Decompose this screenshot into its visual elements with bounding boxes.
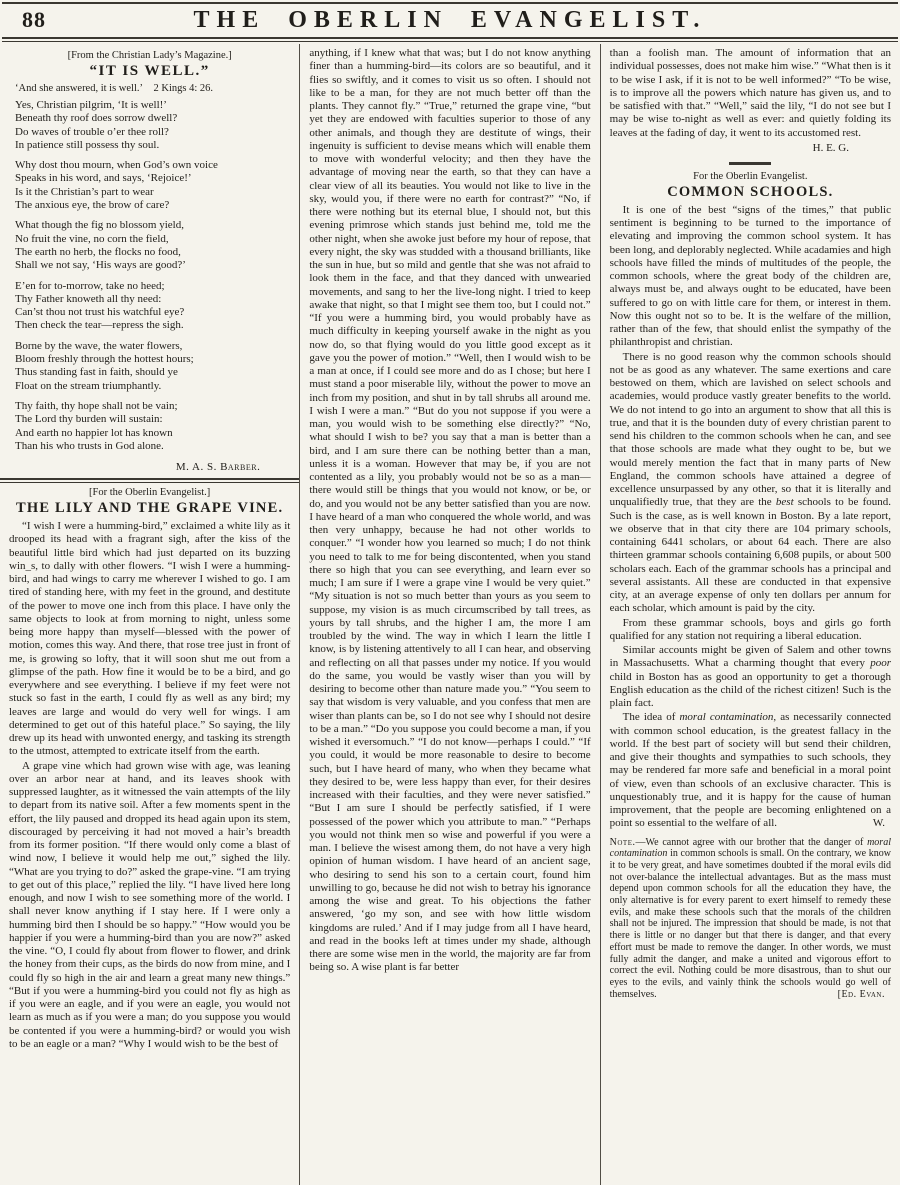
section-divider-rule xyxy=(0,478,299,483)
story-attribution: [For the Oberlin Evangelist.] xyxy=(89,487,211,499)
poem-line: Than his who trusts in God alone. xyxy=(15,439,164,452)
poem-title: “IT IS WELL.” xyxy=(89,63,210,79)
poem-line: Thus standing fast in faith, should ye xyxy=(15,366,178,379)
poem-line: Then check the tear—repress the sigh. xyxy=(15,319,184,332)
poem-line: Float on the stream triumphantly. xyxy=(15,379,162,392)
poem-stanza xyxy=(15,280,290,333)
column-1 xyxy=(0,44,299,1185)
article-paragraph xyxy=(610,351,891,616)
poem-line: Thy Father knoweth all thy need: xyxy=(15,292,162,305)
article-attribution: For the Oberlin Evangelist. xyxy=(693,170,808,182)
poem-line: Is it the Christian’s part to wear xyxy=(15,185,154,198)
story-title: THE LILY AND THE GRAPE VINE. xyxy=(16,500,284,517)
poem-line: Yes, Christian pilgrim, ‘It is well!’ xyxy=(15,99,167,111)
story-continuation: anything, if I knew what that was; but I do not know anything finer than a humming-bird—its colors are so beautiful, and it flies so swiftly, and it comes to visit us so often. I should not like to be a man, for they are not much better off than the plants. They cannot fly.” “True,” returned the grape vine, “but yet they are endowed with faculties superior to those of any other animals, and though they are destitute of wings, their ingenuity is sufficient to devise means which will enable them to move with wonderful velocity; and then they have the advantage of moving near the earth, so that they can have a clear view of all its beauties. You would not like to live in the sky, would you, if there were no earth for contrast?” “No, if there were nothing but its eternal blue, I should not, but this evening primrose which stands just behind me, told me the other night, when she awoke just before my hour of repose, that every night, the sky was studded with a thousand brilliants, like the sun in hue, but so mild and gentle that she was not afraid to look them in the face, and that they danced with unwearied movements, and sang to her the live-long night. I tried to keep awake that night, so that I might see them too, but I could not.” “If you were a humming bird, you would probably have as much difficulty in keeping yourself awake in the night as you now do, so that flying would do you little good except as it gave you the power of motion.” “Well, then I would wish to be a man at once, if I could see more and do as I chose; but here I must stand a poor miserable lily, without the power to move an inch from my position, and shut in by tall shrubs all around me. I wish I were a man.” “But do you not suppose if you were a man, you would wish to be something else directly?” “No, what should I wish to be? you say that a man is better than a bird, and I am sure there can be nothing better than a man, unless it is a woman. However that may be, if you are not contented as a lily, you probably would not be so as a man—there would still be things that you would not know, or be, or do, and you would not be any better satisfied than you are now. I have heard of a man who conquered the whole world, and was then very unhappy, because he had not other worlds to conquer.” “I wonder how you learned so much; I do not think you need to talk to me for being discontented, when you stand there so high that you can see everything, and learn ever so much; I am sure if I were a grape vine I would be very quiet.” “My situation is not so much better than yours as you seem to suppose, my vision is as much circumscribed by tall trees, as yours by tall shrubs, and the higher I am, the more I am troubled by the wind. The way in which I learn the little I know, is by listening attentively to all I can hear, and observing and reflecting on all that passes under my notice. If you would do the same, you would be vastly wiser than you will by desiring to become other than nature made you.” “You seem to say that wisdom is very valuable, and you confess that men are wiser than plants can be, so I do not see why I should not desire to be a man.” “Do you suppose you could become a man, if you wished it eversomuch.” “I do not know—perhaps I could.” “If you could, it would be more reasonable to desire to become such, but I have heard of many, who when they became what they desired to be, were less happy than ever, for their desires increased with their faculties, and they were never satisfied.” “But I am sure I should be perfectly satisfied, if I were possessed of the power which you attribute to man.” “Perhaps you would not think men so wise and powerful if you were a man. I believe the wisest among them, do not have a very high opinion of human wisdom. I have heard of an ancient sage, who desiring to send his son to a certain court, found him unwilling to go, because he did not wish to betray his ignorance among the wise and great. To his objections the father answered, ‘go my son, and see with how little wisdom kingdoms are ruled.’ And if I may judge from all I have heard, and read in the books left at times under my shade, although there are some wise men in the world, the majority are far from being so. A wise plant is far better xyxy=(309,47,591,974)
paragraph-text: The idea of moral contamination, as necessarily connected with common school education, is the greatest fallacy in the world. If the best part of society will but send their children, and give their thoughts and sympathies to such schools, they may be rendered far more safe and beneficial in a moral point of view, even than schools of an exclusive character. This is unquestionably true, and it is happy for the cause of human improvement, that the people are becoming enlightened on a point so essential to the welfare of all. xyxy=(609,711,891,830)
paragraph-text: There is no good reason why the common schools should not be as good as any whatever. The same exertions and care bestowed on them, which are lavished on select schools and academies, would produce vastly greater benefits to the world. We do not intend to go into an argument to show that all this is true, and that it is the bounden duty of every christian parent to send his children to the common schools when he can, and see that those schools are made what they ought to be, but we would merely mention the fact that in many parts of New England, the common schools have attained a degree of excellence unsurpassed by any other, so that it is literally and unqualifiedly true, that they are the best schools to be found. Such is the case, as is well known in Boston. By a late report, we observe that in that city there are 104 primary schools, containing 6441 scholars, or about 64 each. There are also thirteen grammar schools containing 6,608 pupils, or about 500 scholars each. Each of the grammar schools has a principal and several assistants. All these are conducted in that expensive city, at an average expense of only ten dollars per annum for each scholar, which amount is paid by the city. xyxy=(609,350,891,615)
paragraph-text: Similar accounts might be given of Salem and other towns in Massachusetts. What a charming thought that every poor child in Boston has as good an opportunity to get a thorough English education as the child of the richest citizen! Such is the plain fact. xyxy=(609,644,891,709)
poem-line: No fruit the vine, no corn the field, xyxy=(15,232,169,245)
article-signature: W. xyxy=(872,817,885,830)
poem-line: Thy faith, thy hope shall not be vain; xyxy=(15,399,178,412)
poem-line: And earth no happier lot has known xyxy=(15,426,173,439)
poem-line: E’en for to-morrow, take no heed; xyxy=(15,279,165,292)
poem-epigraph: ‘And she answered, it is well.’ 2 Kings 4: 26. xyxy=(15,83,214,94)
poem-line: Shall we not say, ‘His ways are good?’ xyxy=(15,259,186,272)
poem-line: In patience still possess thy soul. xyxy=(15,138,160,151)
poem-line: The Lord thy burden will sustain: xyxy=(15,413,163,426)
article-divider-rule xyxy=(729,162,771,165)
poem-signature: M. A. S. Barber. xyxy=(175,461,261,474)
story-paragraph: A grape vine which had grown wise with age, was leaning over an arbor near at hand, and its leaves shook with suppressed laughter, as it witnessed the vain attempts of the lily to depart from its native soil. After a few moments spent in the effort, the lily paused and dropped its head again upon its stem, discouraged by perceiving it had not moved a hair’s breadth from its former position. “If there would only come a blast of wind now, I believe it would help me out,” sighed the lily. “What are you trying to do?” asked the grape-vine. “I am trying to get out of this place,” replied the lily. “I have lived here long enough, and now I wish to see something more of the world. I shall never know anything if I stay here. If I were only a humming bird then I should be so happy.” “How would you be happier if you were a humming-bird than you are now?” asked the vine. “O, I could fly about from flower to flower, and drink the honey from their cups, as the birds do now from mine, and I could fly so high in the air and learn a great many new things.” “But if you were a humming-bird you could not fly as high as if you were an eagle, and if you were an eagle, you would not learn as much as if you were a man; do you suppose you would be contented if you were a humming-bird? or would you wish to be an eagle or a man? “Why I would wish to be the best of xyxy=(9,759,291,1050)
article-title: COMMON SCHOOLS. xyxy=(667,183,834,200)
page-number: 88 xyxy=(22,7,46,32)
poem-line: Can’st thou not trust his watchful eye? xyxy=(15,306,185,319)
poem-stanza xyxy=(15,99,290,152)
editor-note xyxy=(610,837,891,1001)
poem-line: Borne by the wave, the water flowers, xyxy=(15,339,183,352)
editor-note-signature: [Ed. Evan. xyxy=(837,988,885,1000)
poem-source: [From the Christian Lady’s Magazine.] xyxy=(67,50,232,61)
article-paragraph xyxy=(610,644,891,710)
article-paragraph: From these grammar schools, boys and girls go forth qualified for any station not requiring a liberal education. xyxy=(609,616,891,642)
poem-line: Bloom freshly through the hottest hours; xyxy=(15,353,194,366)
header-rule xyxy=(2,37,898,42)
common-schools-article xyxy=(610,170,891,831)
story-paragraph: “I wish I were a humming-bird,” exclaimed a white lily as it drooped its head with a fragrant sigh, after the kiss of the beautiful little bird which had just departed on its buzzing win_s, to dally with other flowers. “I wish I were a humming-bird, and had wings to carry me wherever I wished to go. I am tired of standing here, with my feet in the ground, and destitute of the power to move one inch from this place. I have only the same objects to look at from morning to night, unless some being more happy than myself—blessed with the power of motion, comes this way. And there, that rose tree just in front of me, is growing so lofty, that it will soon shut me out from a glimpse of the path. How fine it would be to be a bird, and go everywhere and see everything. I believe if my feet were not stuck so fast in the earth, I could fly as well as any bird; my leaves are large and would do very well for wings. I am determined to get out of this hateful place.” So saying, the lily drew up its head with unwonted energy, and tasking its strength to the utmost, attempted to extricate itself from the earth. xyxy=(9,520,291,758)
poem-stanza xyxy=(15,219,290,272)
story-conclusion: than a foolish man. The amount of information that an individual possesses, does not make him wise.” “What then is it to be wise I ask, if it is not to be well informed?” “To be wise, is to improve all the powers which nature has given us, and to be satisfied with that.” “Well,” said the lily, “I do not see but I may be wise to-night as well as ever: and quietly folding its leaves at the fading of day, it went to its accustomed rest. xyxy=(609,47,891,139)
article-paragraph xyxy=(610,711,891,830)
poem-line: Why dost thou mourn, when God’s own voice xyxy=(15,159,218,172)
story-signature: H. E. G. xyxy=(812,141,849,154)
poem-line: The anxious eye, the brow of care? xyxy=(15,199,170,212)
page-header xyxy=(0,0,900,42)
poem-line: The earth no herb, the flocks no food, xyxy=(15,245,181,258)
editor-note-paragraph xyxy=(610,837,891,1001)
article-paragraph: It is one of the best “signs of the times,” that public sentiment is beginning to be turned to the importance of elevating and improving the common school system. It has been long, and deplorably neglected. While acadamies and high schools have filled the minds of multitudes of the people, the common schools, where the great body of the children are, always must be, and always ought to be educated, have been suffered to go on with little care for them, or interest in them. Now this ought not so to be. It is the welfare of the million, rather than of the few, that should enlist the sympathy of the philanthropist and christian. xyxy=(609,203,891,349)
poem-line: Beneath thy roof does sorrow dwell? xyxy=(15,112,178,125)
poem-stanza xyxy=(15,340,290,393)
poem-line: Do waves of trouble o’er thee roll? xyxy=(15,125,169,138)
poem-stanza xyxy=(15,400,290,453)
note-text: Note.—We cannot agree with our brother that the danger of moral contamination in common schools is small. On the contrary, we know it to be very great, and have sometimes doubted if the moral evils did not over-balance the intellectual advantages. But as the mass must depend upon common schools for all the education they have, the only alternative is for every parent to exert himself to remedy these evils, and make these schools such that the morals of the children shall not be injured. The impression that should be made, is not that there is little or no danger but that there is danger, and that every effort must be made to remove the danger. In other words, we must fully admit the danger, and make a united and vigorous effort to correct the evil. Nothing could be more disastrous, than to shut our eyes to the evils, and vainly think the schools would go well of themselves. xyxy=(609,836,891,1000)
poem-line: Speaks in his word, and says, ‘Rejoice!’ xyxy=(15,172,192,185)
poem-line: What though the fig no blossom yield, xyxy=(15,219,184,232)
story-article xyxy=(9,486,290,1051)
column-3 xyxy=(600,44,900,1185)
poem-section xyxy=(9,49,290,474)
top-rule xyxy=(2,2,898,4)
masthead-title: THE OBERLIN EVANGELIST. xyxy=(193,7,707,33)
column-2 xyxy=(299,44,599,1185)
header-row xyxy=(0,5,900,35)
columns-container xyxy=(0,44,900,1185)
poem-stanza xyxy=(15,159,290,212)
